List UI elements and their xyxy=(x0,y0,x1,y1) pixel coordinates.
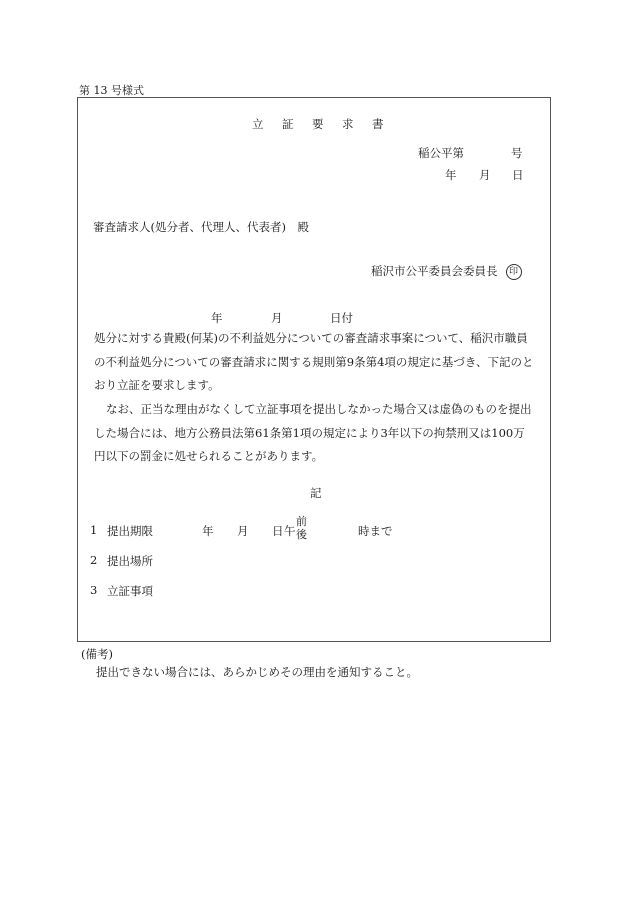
request-date-month: 月 xyxy=(271,311,283,325)
title-char: 書 xyxy=(372,117,384,131)
am-pm-stack xyxy=(296,515,307,541)
item3-number: 3 xyxy=(90,583,98,597)
title-char: 立 xyxy=(252,117,264,131)
ki-heading: 記 xyxy=(310,486,322,500)
seal-icon: 印 xyxy=(506,264,522,280)
body-paragraph-1: 処分に対する貴殿(何某)の不利益処分についての審査請求事案について、稲沢市職員の不利益処分についての審査請求に関する規則第9条第4項の規定に基づき、下記のとおり立証を要求します。 xyxy=(94,331,534,392)
item2-label: 提出場所 xyxy=(107,554,153,568)
item1-number: 1 xyxy=(90,523,98,537)
item1-until: 時まで xyxy=(358,524,393,538)
doc-number-prefix: 稲公平第 xyxy=(418,146,464,160)
doc-number-suffix: 号 xyxy=(511,146,523,160)
body-paragraph-2: なお、正当な理由がなくして立証事項を提出しなかった場合又は虚偽のものを提出した場合には、地方公務員法第61条第1項の規定により3年以下の拘禁刑又は100万円以下の罰金に処せられることがあります。 xyxy=(94,402,532,463)
item2-number: 2 xyxy=(90,553,98,567)
addressee: 審査請求人(処分者、代理人、代表者) 殿 xyxy=(93,220,309,234)
item1-label: 提出期限 xyxy=(107,524,153,538)
date-month: 月 xyxy=(479,168,491,182)
item3-label: 立証事項 xyxy=(107,584,153,598)
item1-day: 日 xyxy=(272,524,284,538)
item1-month: 月 xyxy=(237,524,249,538)
date-year: 年 xyxy=(445,168,457,182)
item1-noon: 午 xyxy=(284,524,296,538)
request-date-day: 日付 xyxy=(330,311,353,325)
title-char: 要 xyxy=(312,117,324,131)
item1-am: 前 xyxy=(296,515,307,528)
title-char: 証 xyxy=(282,117,294,131)
document-title xyxy=(252,116,384,132)
item1-year: 年 xyxy=(202,524,214,538)
item1-pm: 後 xyxy=(296,528,307,541)
request-date-year: 年 xyxy=(211,311,223,325)
title-char: 求 xyxy=(342,117,354,131)
sender xyxy=(371,263,522,280)
form-number: 第 13 号様式 xyxy=(79,84,144,97)
remarks-text: 提出できない場合には、あらかじめその理由を通知すること。 xyxy=(96,665,418,679)
sender-name: 稲沢市公平委員会委員長 xyxy=(371,264,498,278)
remarks-heading: (備考) xyxy=(81,647,113,661)
date-day: 日 xyxy=(512,168,524,182)
